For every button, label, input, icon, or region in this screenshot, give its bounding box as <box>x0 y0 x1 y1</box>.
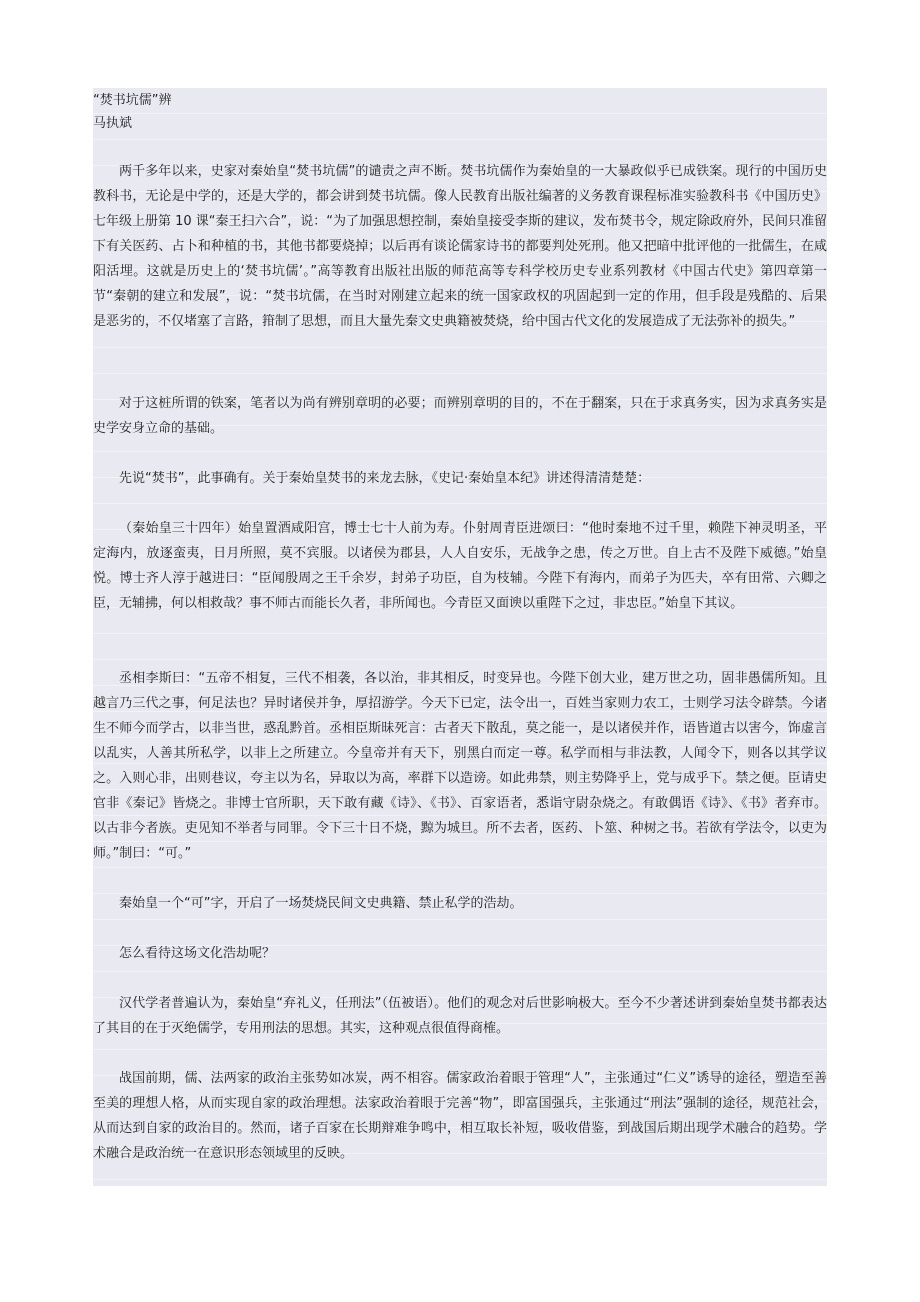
paragraph-decree: 秦始皇一个“可”字，开启了一场焚烧民间文史典籍、禁止私学的浩劫。 <box>119 896 523 911</box>
paragraph-purpose: 对于这桩所谓的铁案，笔者以为尚有辨别章明的必要；而辨别章明的目的，不在于翻案，只在于求真务实，因为求真务实是史学安身立命的基础。 <box>93 396 827 436</box>
article-author: 马执斌 <box>93 116 133 131</box>
paragraph-question: 怎么看待这场文化浩劫呢？ <box>119 946 276 961</box>
paragraph-warring-states: 战国前期，儒、法两家的政治主张势如冰炭，两不相容。儒家政治着眼于管理“人”，主张通过“仁义”诱导的途径，塑造至善至美的理想人格，从而实现自家的政治理想。法家政治着眼于完善“物”，即富国强兵，主张通过“刑法”强制的途径，规范社会，从而达到自家的政治目的。然而，诸子百家在长期辩难争鸣中，相互取长补短，吸收借鉴，到战国后期出现学术融合的趋势。学术融合是政治统一在意识形态领域里的反映。 <box>93 1071 827 1161</box>
paragraph-quote-lisi: 丞相李斯曰：“五帝不相复，三代不相袭，各以治，非其相反，时变异也。今陛下创大业，建万世之功，固非愚儒所知。且越言乃三代之事，何足法也？异时诸侯并争，厚招游学。今天下已定，法令出一，百姓当家则力农工，士则学习法令辟禁。今诸生不师今而学古，以非当世，惑乱黔首。丞相臣斯昧死言：古者天下散乱，莫之能一，是以诸侯并作，语皆道古以害今，饰虚言以乱实，人善其所私学，以非上之所建立。今皇帝并有天下，别黑白而定一尊。私学而相与非法教，人闻令下，则各以其学议之。入则心非，出则巷议，夸主以为名，异取以为高，率群下以造谤。如此弗禁，则主势降乎上，党与成乎下。禁之便。臣请史官非《秦记》皆烧之。非博士官所职，天下敢有藏《诗》、《书》、百家语者，悉诣守尉杂烧之。有敢偶语《诗》、《书》者弃市。以古非今者族。吏见知不举者与同罪。令下三十日不烧，黥为城旦。所不去者，医药、卜筮、种树之书。若欲有学法令，以吏为师。”制曰：“可。” <box>93 671 827 861</box>
paragraph-burning-books: 先说“焚书”，此事确有。关于秦始皇焚书的来龙去脉，《史记·秦始皇本纪》讲述得清清楚楚： <box>119 471 651 486</box>
document-page <box>93 88 827 1186</box>
paragraph-intro: 两千多年以来，史家对秦始皇“焚书坑儒”的谴责之声不断。焚书坑儒作为秦始皇的一大暴政似乎已成铁案。现行的中国历史教科书，无论是中学的，还是大学的，都会讲到焚书坑儒。像人民教育出版社编著的义务教育课程标准实验教科书《中国历史》七年级上册第 10 课“秦王扫六合”，说：“为了加强思想控制，秦始皇接受李斯的建议，发布焚书令，规定除政府外，民间只准留下有关医药、占卜和种植的书，其他书都要烧掉；以后再有谈论儒家诗书的都要判处死刑。他又把暗中批评他的一批儒生，在咸阳活埋。这就是历史上的‘焚书坑儒’。”高等教育出版社出版的师范高等专科学校历史专业系列教材《中国古代史》第四章第一节“秦朝的建立和发展”，说：“焚书坑儒，在当时对刚建立起来的统一国家政权的巩固起到一定的作用，但手段是残酷的、后果是恶劣的，不仅堵塞了言路，箝制了思想，而且大量先秦文史典籍被焚烧，给中国古代文化的发展造成了无法弥补的损失。” <box>93 164 828 329</box>
article-title: “焚书坑儒”辨 <box>93 93 172 108</box>
paragraph-quote-banquet: （秦始皇三十四年）始皇置酒咸阳宫，博士七十人前为寿。仆射周青臣进颂曰：“他时秦地不过千里，赖陛下神灵明圣，平定海内，放逐蛮夷，日月所照，莫不宾服。以诸侯为郡县，人人自安乐，无战争之患，传之万世。自上古不及陛下威德。”始皇悦。博士齐人淳于越进曰：“臣闻殷周之王千余岁，封弟子功臣，自为枝辅。今陛下有海内，而弟子为匹夫，卒有田常、六卿之臣，无辅拂，何以相救哉？事不师古而能长久者，非所闻也。今青臣又面谀以重陛下之过，非忠臣。”始皇下其议。 <box>93 521 827 611</box>
paragraph-han-scholars: 汉代学者普遍认为，秦始皇“弃礼义，任刑法”（伍被语）。他们的观念对后世影响极大。至今不少著述讲到秦始皇焚书都表达了其目的在于灭绝儒学，专用刑法的思想。其实，这种观点很值得商榷。 <box>93 996 827 1036</box>
